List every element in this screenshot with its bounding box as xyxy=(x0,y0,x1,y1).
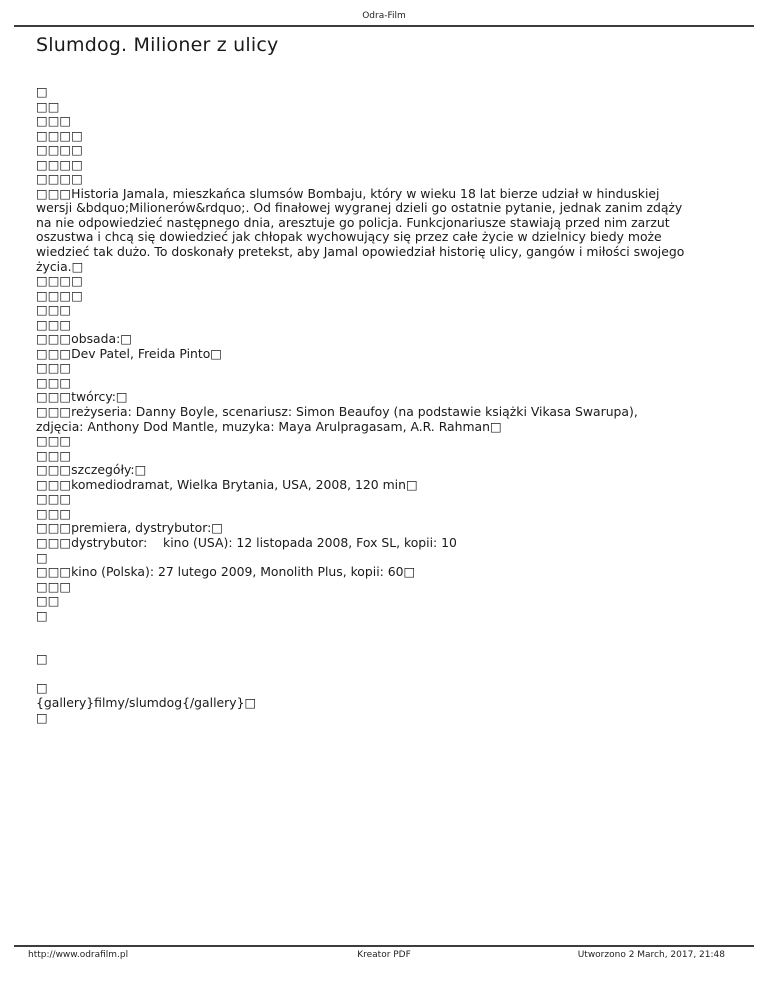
body-line: □□□ xyxy=(36,316,72,332)
header-divider xyxy=(14,25,754,27)
body-line: □□□□ xyxy=(36,287,83,303)
body-line: □ xyxy=(36,84,48,99)
body-line: □□□ xyxy=(36,360,72,376)
body-line: □□□obsada:□ xyxy=(36,331,132,347)
body-line: □□□□ xyxy=(36,156,83,172)
body-line: □□□ xyxy=(36,505,72,521)
body-line: □□□ xyxy=(36,433,72,449)
footer-url: http://www.odrafilm.pl xyxy=(28,950,129,960)
page-title: Slumdog. Milioner z ulicy xyxy=(36,34,279,56)
body-line: □□ xyxy=(36,593,60,609)
body-line: □ xyxy=(36,651,48,667)
body-line: □□□dystrybutor: kino (USA): 12 listopada 2008, Fox SL, kopii: 10 xyxy=(36,534,457,550)
body-line: □□□ xyxy=(36,578,72,594)
body-line: □□□reżyseria: Danny Boyle, scenariusz: Simon Beaufoy (na podstawie książki Vikasa Swarupa), xyxy=(36,404,638,420)
body-line: □□□szczegóły:□ xyxy=(36,462,147,478)
body-line: □□□Dev Patel, Freida Pinto□ xyxy=(36,345,223,361)
footer-divider xyxy=(14,945,754,947)
body-line: □□□ xyxy=(36,374,72,390)
body-line: wiedzieć tak dużo. To doskonały pretekst, aby Jamal opowiedział historię ulicy, gangów i miłości swojego xyxy=(36,244,685,260)
body-line: {gallery}filmy/slumdog{/gallery}□ xyxy=(36,694,257,710)
body-line: □□ xyxy=(36,98,60,114)
body-line: □□□Historia Jamala, mieszkańca slumsów Bombaju, który w wieku 18 lat bierze udział w hinduskiej xyxy=(36,185,660,201)
body-line: □□□komediodramat, Wielka Brytania, USA, 2008, 120 min□ xyxy=(36,476,418,492)
body-line: □□□□ xyxy=(36,142,83,158)
body-line: □□□ xyxy=(36,447,72,463)
body-line xyxy=(36,623,752,638)
body-line: □□□ xyxy=(36,302,72,318)
document-body xyxy=(36,85,752,725)
footer-timestamp: Utworzono 2 March, 2017, 21:48 xyxy=(577,950,725,960)
body-line: □□□ xyxy=(36,491,72,507)
body-line: życia.□ xyxy=(36,258,84,274)
body-line: oszustwa i chcą się dowiedzieć jak chłopak wychowujący się przez całe życie w dzielnicy biedy może xyxy=(36,229,662,245)
body-line: na nie odpowiedzieć następnego dnia, aresztuje go policja. Funkcjonariusze stawiają przed nim zarzut xyxy=(36,214,670,230)
body-line: □ xyxy=(36,607,48,623)
body-line: □□□twórcy:□ xyxy=(36,389,128,405)
footer-generator-label: Kreator PDF xyxy=(357,950,411,960)
body-line: □ xyxy=(36,680,48,696)
body-line xyxy=(36,667,752,682)
body-line: □□□□ xyxy=(36,171,83,187)
body-line: □ xyxy=(36,549,48,565)
body-line: □□□□ xyxy=(36,273,83,289)
body-line: □□□kino (Polska): 27 lutego 2009, Monolith Plus, kopii: 60□ xyxy=(36,564,416,580)
body-line: □□□premiera, dystrybutor:□ xyxy=(36,520,223,536)
body-line: □□□ xyxy=(36,113,72,129)
header-site-name: Odra-Film xyxy=(362,11,406,21)
body-line: wersji &bdquo;Milionerów&rdquo;. Od finałowej wygranej dzieli go ostatnie pytanie, jednak zanim zdąży xyxy=(36,200,683,216)
body-line: □□□□ xyxy=(36,127,83,143)
body-line: □ xyxy=(36,709,48,725)
body-line: zdjęcia: Anthony Dod Mantle, muzyka: Maya Arulpragasam, A.R. Rahman□ xyxy=(36,418,502,434)
body-line xyxy=(36,638,752,653)
